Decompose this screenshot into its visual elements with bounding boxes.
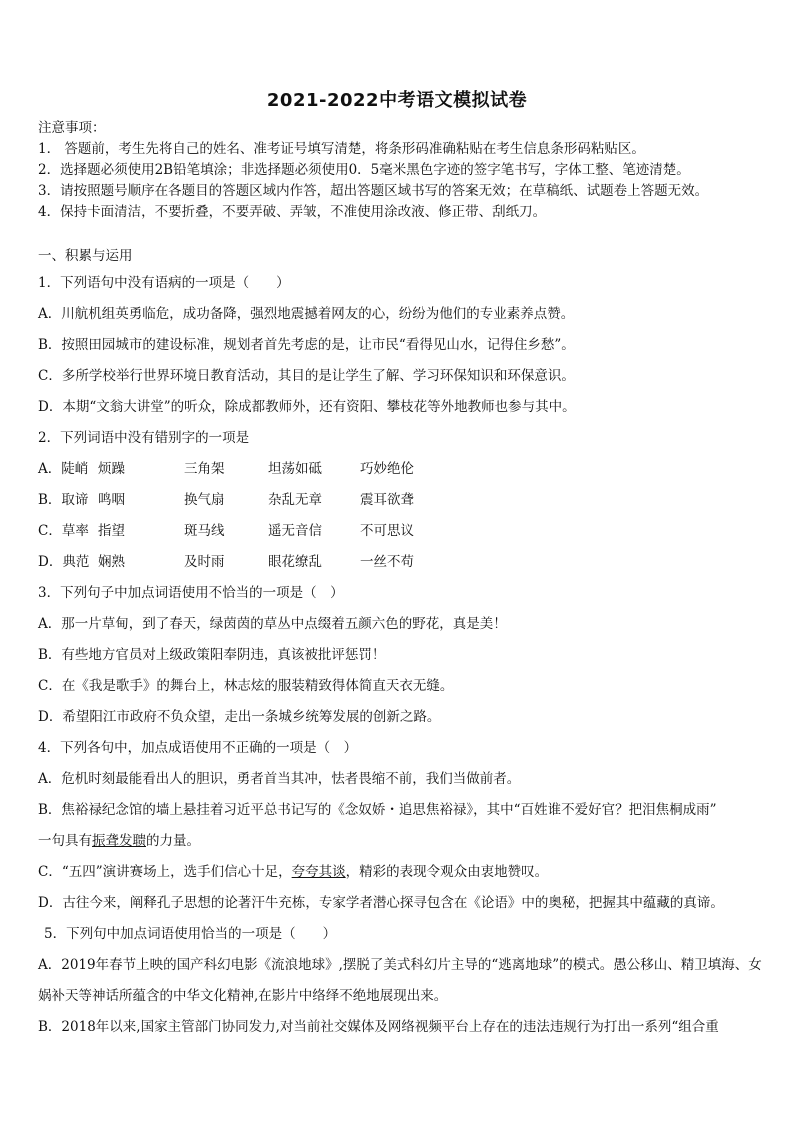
q2-word: 坦荡如砥: [268, 461, 322, 477]
notice-item: 3．请按照题号顺序在各题目的答题区域内作答，超出答题区域书写的答案无效；在草稿纸、试题卷上答题无效。: [38, 183, 709, 199]
q4-b-text: 一句具有: [38, 833, 92, 849]
q1-option: B．按照田园城市的建设标准，规划者首先考虑的是，让市民“看得见山水，记得住乡愁”。: [38, 337, 575, 353]
q2-word: 三角架: [184, 461, 225, 477]
q4-c-marked-idiom: 夸夸其谈: [291, 864, 346, 880]
q4-stem: 4．下列各句中，加点成语使用不正确的一项是（ ）: [38, 740, 358, 756]
notice-block: [38, 118, 768, 223]
q3-option: D．希望阳江市政府不负众望，走出一条城乡统筹发展的创新之路。: [38, 709, 441, 725]
question-content: [38, 244, 763, 1043]
q2-word: 遥无音信: [268, 523, 322, 539]
notice-item: 1． 答题前，考生先将自己的姓名、准考证号填写清楚，将条形码准确粘贴在考生信息条形码粘贴区。: [38, 141, 645, 157]
q3-option: B．有些地方官员对上级政策阳奉阴违，真该被批评惩罚！: [38, 647, 386, 663]
q4-b-marked-idiom: 振聋发聩: [92, 833, 146, 849]
q5-option-b: B．2018年以来,国家主管部门协同发力,对当前社交媒体及网络视频平台上存在的违法违规行为打出一系列“组合重: [38, 1019, 719, 1035]
q2-word: 杂乱无章: [268, 492, 322, 508]
q2-stem: 2．下列词语中没有错别字的一项是: [38, 430, 250, 446]
q2-word: 及时雨: [184, 554, 225, 570]
q2-word: 巧妙绝伦: [360, 461, 414, 477]
q1-option: C．多所学校举行世界环境日教育活动，其目的是让学生了解、学习环保知识和环保意识。: [38, 368, 575, 384]
q4-c-text: C．“五四”演讲赛场上，选手们信心十足，: [38, 864, 292, 880]
q2-word: 一丝不苟: [360, 554, 414, 570]
q4-option-c: [38, 857, 763, 888]
q2-word: 震耳欲聋: [360, 492, 414, 508]
q4-option-b-line1: B．焦裕禄纪念馆的墙上悬挂着习近平总书记写的《念奴娇・追思焦裕禄》，其中“百姓谁不爱好官？把泪焦桐成雨”: [38, 802, 717, 818]
q5-option-a: A．2019年春节上映的国产科幻电影《流浪地球》,摆脱了美式科幻片主导的“逃离地球”的模式。愚公移山、精卫填海、女娲补天等神话所蕴含的中华文化精神,在影片中络绎不绝地展现出来。: [38, 957, 762, 1004]
q2-word: 娴熟: [98, 554, 125, 570]
q2-word: 眼花缭乱: [268, 554, 322, 570]
q2-word: 烦躁: [98, 461, 125, 477]
q4-option-a: A．危机时刻最能看出人的胆识，勇者首当其冲，怯者畏缩不前，我们当做前者。: [38, 771, 521, 787]
q2-option-row: [38, 547, 763, 578]
q2-option-label: A．陡峭: [38, 461, 89, 477]
q2-option-label: C．草率: [38, 523, 89, 539]
q3-option: A．那一片草甸，到了春天，绿茵茵的草丛中点缀着五颜六色的野花，真是美！: [38, 616, 507, 632]
q2-word: 鸣咽: [98, 492, 125, 508]
q1-option: A．川航机组英勇临危，成功备降，强烈地震撼着网友的心，纷纷为他们的专业素养点赞。: [38, 306, 575, 322]
q2-word: 不可思议: [360, 523, 414, 539]
q2-word: 指望: [98, 523, 125, 539]
q3-option: C．在《我是歌手》的舞台上，林志炫的服装精致得体简直天衣无缝。: [38, 678, 454, 694]
q4-c-text: ，精彩的表现令观众由衷地赞叹。: [345, 864, 549, 880]
q4-option-b-line2: [38, 826, 763, 857]
notice-item: 4．保持卡面清洁，不要折叠，不要弄破、弄皱，不准使用涂改液、修正带、刮纸刀。: [38, 204, 547, 220]
q2-word: 斑马线: [184, 523, 225, 539]
notice-item: 2．选择题必须使用2B铅笔填涂；非选择题必须使用0．5毫米黑色字迹的签字笔书写，字体工整、笔迹清楚。: [38, 162, 690, 178]
q1-option: D．本期“文翁大讲堂”的听众，除成都教师外，还有资阳、攀枝花等外地教师也参与其中。: [38, 399, 576, 415]
page-title: 2021-2022中考语文模拟试卷: [266, 90, 528, 111]
q3-stem: 3．下列句子中加点词语使用不恰当的一项是（ ）: [38, 585, 344, 601]
q2-option-row: [38, 485, 763, 516]
q1-stem: 1．下列语句中没有语病的一项是（ ）: [38, 275, 290, 291]
q4-b-text: 的力量。: [146, 833, 200, 849]
q2-option-row: [38, 454, 763, 485]
q2-option-label: B．取谛: [38, 492, 89, 508]
q2-option-row: [38, 516, 763, 547]
notice-heading: 注意事项：: [38, 120, 106, 136]
q2-option-label: D．典范: [38, 554, 90, 570]
q2-word: 换气扇: [184, 492, 225, 508]
section-heading: 一、积累与运用: [38, 248, 133, 264]
q5-stem: 5．下列句中加点词语使用恰当的一项是（ ）: [44, 926, 337, 942]
q4-option-d: D．古往今来，阐释孔子思想的论著汗牛充栋，专家学者潜心探寻包含在《论语》中的奥秘，把握其中蕴藏的真谛。: [38, 895, 724, 911]
